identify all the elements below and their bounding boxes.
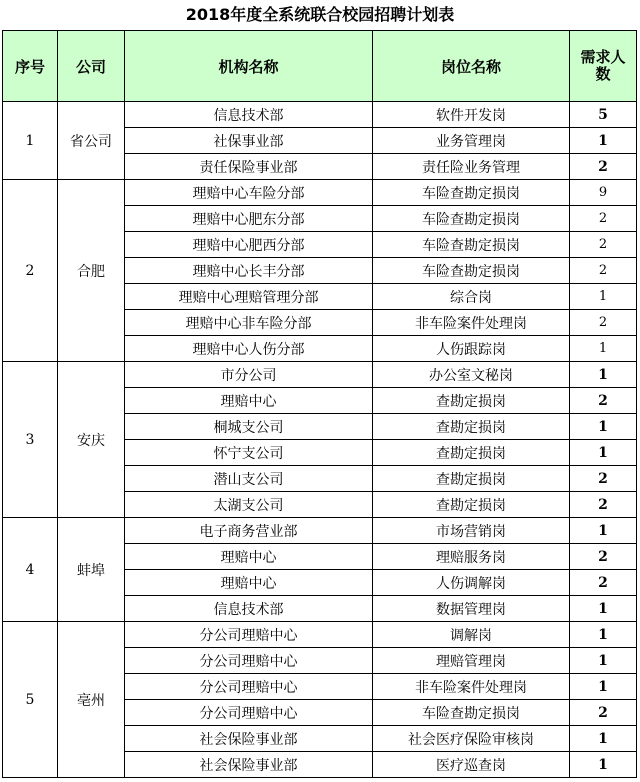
count-cell: 9 xyxy=(570,180,637,206)
org-cell: 分公司理赔中心 xyxy=(125,648,373,674)
table-title: 2018年度全系统联合校园招聘计划表 xyxy=(185,5,455,24)
count-cell: 1 xyxy=(570,648,637,674)
header-count xyxy=(570,31,637,102)
count-cell: 1 xyxy=(570,596,637,622)
count-cell: 2 xyxy=(570,232,637,258)
header-org: 机构名称 xyxy=(125,31,373,102)
position-cell: 车险查勘定损岗 xyxy=(373,700,570,726)
org-cell: 理赔中心理赔管理分部 xyxy=(125,284,373,310)
count-cell: 1 xyxy=(570,284,637,310)
count-cell: 2 xyxy=(570,466,637,492)
org-cell: 太湖支公司 xyxy=(125,492,373,518)
count-cell: 1 xyxy=(570,752,637,778)
count-cell: 2 xyxy=(570,388,637,414)
table-row xyxy=(3,518,637,544)
group-seq: 3 xyxy=(3,362,58,518)
count-cell: 1 xyxy=(570,726,637,752)
position-cell: 车险查勘定损岗 xyxy=(373,206,570,232)
group-seq: 2 xyxy=(3,180,58,362)
position-cell: 理赔管理岗 xyxy=(373,648,570,674)
org-cell: 理赔中心非车险分部 xyxy=(125,310,373,336)
position-cell: 责任险业务管理 xyxy=(373,154,570,180)
table-body xyxy=(3,102,637,778)
position-cell: 查勘定损岗 xyxy=(373,466,570,492)
group-company: 安庆 xyxy=(58,362,125,518)
count-cell: 2 xyxy=(570,310,637,336)
count-cell: 2 xyxy=(570,258,637,284)
group-seq: 4 xyxy=(3,518,58,622)
org-cell: 理赔中心人伤分部 xyxy=(125,336,373,362)
table-row xyxy=(3,622,637,648)
recruitment-plan-table xyxy=(2,30,637,778)
org-cell: 社会保险事业部 xyxy=(125,726,373,752)
position-cell: 非车险案件处理岗 xyxy=(373,310,570,336)
table-row xyxy=(3,362,637,388)
position-cell: 查勘定损岗 xyxy=(373,492,570,518)
position-cell: 办公室文秘岗 xyxy=(373,362,570,388)
org-cell: 信息技术部 xyxy=(125,596,373,622)
org-cell: 理赔中心肥东分部 xyxy=(125,206,373,232)
count-cell: 5 xyxy=(570,102,637,128)
org-cell: 分公司理赔中心 xyxy=(125,700,373,726)
count-cell: 1 xyxy=(570,518,637,544)
count-cell: 1 xyxy=(570,414,637,440)
org-cell: 社保事业部 xyxy=(125,128,373,154)
org-cell: 理赔中心肥西分部 xyxy=(125,232,373,258)
org-cell: 市分公司 xyxy=(125,362,373,388)
header-company: 公司 xyxy=(58,31,125,102)
header-row xyxy=(3,31,637,102)
org-cell: 责任保险事业部 xyxy=(125,154,373,180)
position-cell: 非车险案件处理岗 xyxy=(373,674,570,700)
group-seq: 5 xyxy=(3,622,58,778)
org-cell: 桐城支公司 xyxy=(125,414,373,440)
count-cell: 2 xyxy=(570,492,637,518)
org-cell: 理赔中心长丰分部 xyxy=(125,258,373,284)
position-cell: 社会医疗保险审核岗 xyxy=(373,726,570,752)
position-cell: 车险查勘定损岗 xyxy=(373,180,570,206)
position-cell: 人伤跟踪岗 xyxy=(373,336,570,362)
count-cell: 2 xyxy=(570,544,637,570)
header-count-line2: 数 xyxy=(595,65,611,83)
count-cell: 1 xyxy=(570,622,637,648)
count-cell: 1 xyxy=(570,336,637,362)
group-company: 亳州 xyxy=(58,622,125,778)
header-position: 岗位名称 xyxy=(373,31,570,102)
table-row xyxy=(3,102,637,128)
org-cell: 理赔中心 xyxy=(125,388,373,414)
position-cell: 业务管理岗 xyxy=(373,128,570,154)
position-cell: 数据管理岗 xyxy=(373,596,570,622)
org-cell: 潜山支公司 xyxy=(125,466,373,492)
count-cell: 1 xyxy=(570,128,637,154)
count-cell: 2 xyxy=(570,570,637,596)
position-cell: 查勘定损岗 xyxy=(373,440,570,466)
count-cell: 1 xyxy=(570,440,637,466)
position-cell: 理赔服务岗 xyxy=(373,544,570,570)
count-cell: 1 xyxy=(570,362,637,388)
position-cell: 综合岗 xyxy=(373,284,570,310)
group-company: 省公司 xyxy=(58,102,125,180)
org-cell: 电子商务营业部 xyxy=(125,518,373,544)
position-cell: 医疗巡查岗 xyxy=(373,752,570,778)
org-cell: 理赔中心 xyxy=(125,544,373,570)
count-cell: 1 xyxy=(570,674,637,700)
org-cell: 社会保险事业部 xyxy=(125,752,373,778)
position-cell: 调解岗 xyxy=(373,622,570,648)
position-cell: 市场营销岗 xyxy=(373,518,570,544)
org-cell: 分公司理赔中心 xyxy=(125,622,373,648)
position-cell: 查勘定损岗 xyxy=(373,414,570,440)
group-company: 合肥 xyxy=(58,180,125,362)
group-seq: 1 xyxy=(3,102,58,180)
count-cell: 2 xyxy=(570,206,637,232)
org-cell: 理赔中心 xyxy=(125,570,373,596)
position-cell: 车险查勘定损岗 xyxy=(373,232,570,258)
position-cell: 车险查勘定损岗 xyxy=(373,258,570,284)
org-cell: 分公司理赔中心 xyxy=(125,674,373,700)
group-company: 蚌埠 xyxy=(58,518,125,622)
position-cell: 人伤调解岗 xyxy=(373,570,570,596)
position-cell: 查勘定损岗 xyxy=(373,388,570,414)
count-cell: 2 xyxy=(570,154,637,180)
table-row xyxy=(3,180,637,206)
count-cell: 2 xyxy=(570,700,637,726)
header-seq: 序号 xyxy=(3,31,58,102)
org-cell: 信息技术部 xyxy=(125,102,373,128)
header-count-line1: 需求人 xyxy=(580,48,626,66)
position-cell: 软件开发岗 xyxy=(373,102,570,128)
org-cell: 理赔中心车险分部 xyxy=(125,180,373,206)
org-cell: 怀宁支公司 xyxy=(125,440,373,466)
